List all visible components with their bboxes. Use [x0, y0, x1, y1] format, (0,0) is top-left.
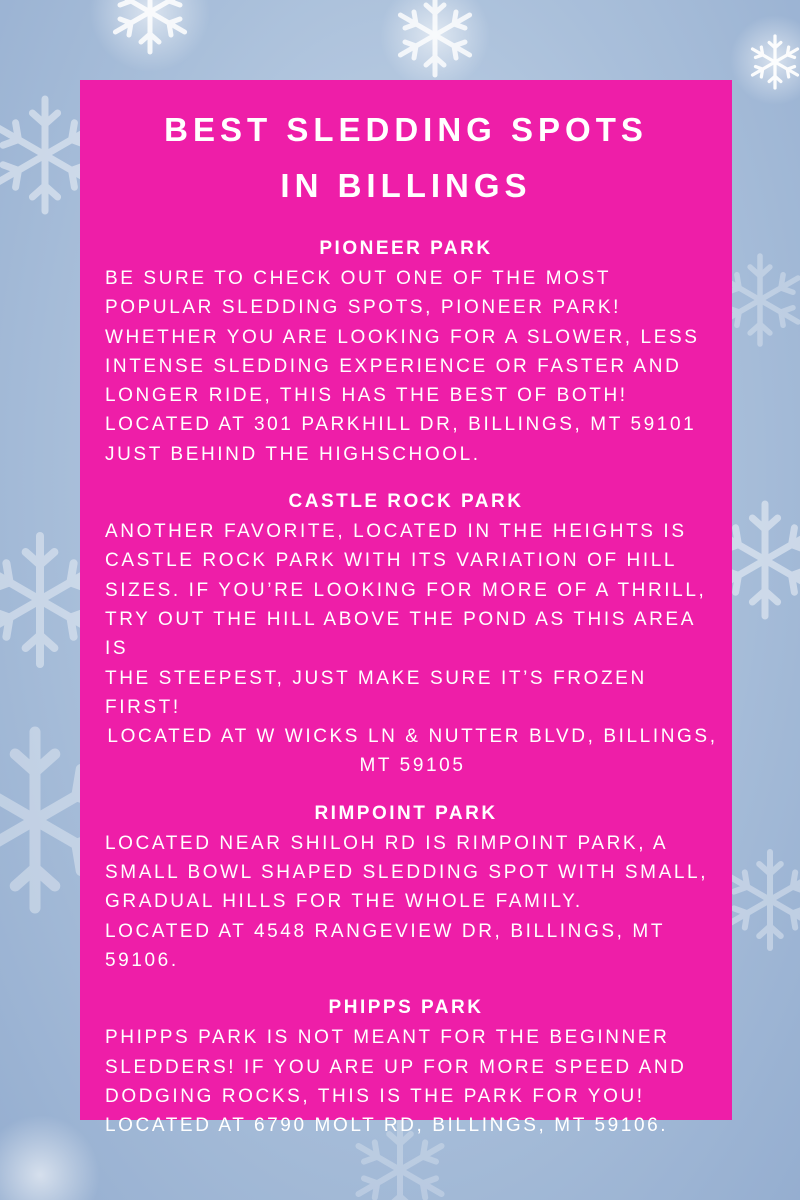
- title-line-2: IN BILLINGS: [280, 167, 532, 204]
- section-body: LOCATED NEAR SHILOH RD IS RIMPOINT PARK, A SMALL BOWL SHAPED SLEDDING SPOT WITH SMALL, GRADUAL HILLS FOR THE WHOLE FAMILY. LOCATED AT 4548 RANGEVIEW DR, BILLINGS, MT 59106.: [105, 832, 709, 971]
- section-pioneer-park: [80, 234, 732, 469]
- section-rimpoint-park: [80, 799, 732, 975]
- info-card: [80, 80, 732, 1137]
- section-castle-rock-park: [80, 487, 732, 781]
- section-body: PHIPPS PARK IS NOT MEANT FOR THE BEGINNER SLEDDERS! IF YOU ARE UP FOR MORE SPEED AND DODGING ROCKS, THIS IS THE PARK FOR YOU! LOCATED AT 6790 MOLT RD, BILLINGS, MT 59106.: [105, 1027, 687, 1137]
- section-heading: RIMPOINT PARK: [314, 802, 498, 824]
- section-heading: CASTLE ROCK PARK: [288, 491, 524, 513]
- section-heading: PIONEER PARK: [319, 238, 493, 259]
- section-body: ANOTHER FAVORITE, LOCATED IN THE HEIGHTS IS CASTLE ROCK PARK WITH ITS VARIATION OF HILL SIZES. IF YOU’RE LOOKING FOR MORE OF A THRILL, TRY OUT THE HILL ABOVE THE POND AS THIS AREA IS THE STEEPEST, JUST MAKE SURE IT’S FROZEN FIRST!: [105, 521, 707, 718]
- page-title: [80, 80, 732, 214]
- section-phipps-park: [80, 993, 732, 1140]
- snowflake-icon: [728, 852, 800, 948]
- section-body: BE SURE TO CHECK OUT ONE OF THE MOST POPULAR SLEDDING SPOTS, PIONEER PARK! WHETHER YOU ARE LOOKING FOR A SLOWER, LESS INTENSE SLEDDING EXPERIENCE OR FASTER AND LONGER RIDE, THIS HAS THE BEST OF BOTH! LOCATED AT 301 PARKHILL DR, BILLINGS, MT 59101 JUST BEHIND THE HIGHSCHOOL.: [105, 268, 700, 465]
- section-body-address: LOCATED AT W WICKS LN & NUTTER BLVD, BILLINGS, MT 59105: [107, 726, 718, 777]
- title-line-1: BEST SLEDDING SPOTS: [164, 111, 648, 148]
- snowflake-icon: [722, 256, 798, 344]
- section-heading: PHIPPS PARK: [328, 997, 484, 1019]
